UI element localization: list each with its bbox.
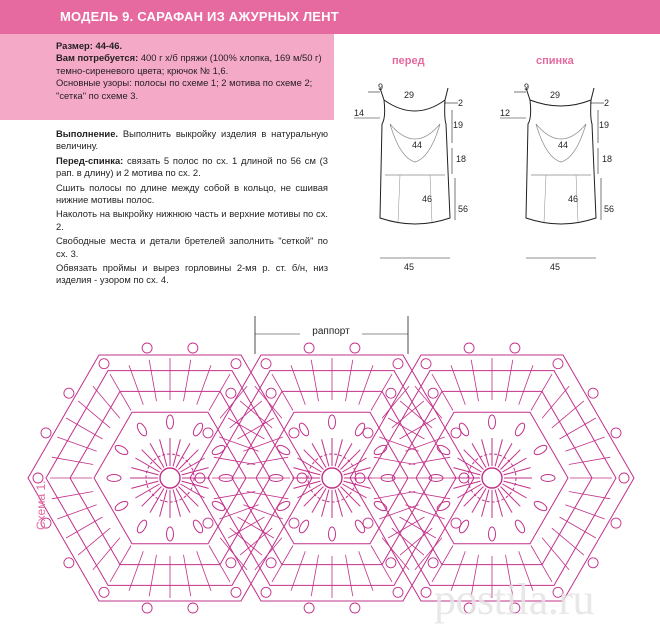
motif-petal — [436, 499, 452, 512]
motif-picot — [428, 558, 438, 568]
motif-petal — [373, 499, 389, 512]
motif-outer-stitch — [52, 492, 93, 499]
motif-outer-stitch — [374, 492, 415, 499]
motif-picot — [99, 587, 109, 597]
motif-petal — [513, 422, 526, 438]
motif-picot — [619, 473, 629, 483]
motif-outer-stitch — [560, 517, 596, 538]
motif-petal — [297, 519, 310, 535]
motif-outer-stitch — [197, 551, 211, 591]
motif-outer-stitch — [374, 457, 415, 464]
motif-picot — [350, 343, 360, 353]
motif-petal — [114, 499, 130, 512]
motif-petal — [135, 519, 148, 535]
motif-picot — [266, 388, 276, 398]
motif-outer-stitch — [542, 538, 569, 570]
motif-petal — [533, 499, 549, 512]
back-measure-56: 56 — [604, 204, 615, 214]
front-measure-2: 2 — [458, 98, 464, 108]
motif-outer-stitch — [272, 374, 293, 410]
back-outline — [526, 88, 596, 224]
motif-picot — [393, 587, 403, 597]
motif-outer-stitch — [272, 546, 293, 582]
motif-stitch — [179, 487, 199, 507]
motif-outer-stitch — [110, 374, 131, 410]
motif-picot — [266, 558, 276, 568]
motif-picot — [64, 388, 74, 398]
back-measure-9: 9 — [524, 82, 530, 92]
motif-stitch — [464, 450, 484, 470]
motif-stitch — [501, 450, 521, 470]
motif-stitch — [304, 487, 324, 507]
motif-picot — [304, 343, 314, 353]
motif-outer-stitch — [451, 365, 465, 405]
motif-picot — [553, 359, 563, 369]
motif-outer-stitch — [506, 360, 513, 401]
motif-outer-stitch — [52, 457, 93, 464]
scheme-label: Схема 1. — [34, 480, 48, 530]
motif-petal — [329, 415, 336, 429]
front-schematic — [354, 55, 468, 272]
motif-outer-stitch — [371, 374, 392, 410]
motif-outer-stitch — [542, 386, 569, 418]
motif-picot — [386, 388, 396, 398]
front-measure-56: 56 — [458, 204, 469, 214]
front-measure-45: 45 — [404, 262, 415, 272]
materials-text: 400 г х/б пряжи (100% хлопка, 169 м/50 г) темно-сиреневого цвета; крючок № 1,6. — [56, 52, 322, 76]
motif-picot — [363, 428, 373, 438]
patterns-line: Основные узоры: полосы по схеме 1; 2 мотива по схеме 2; "сетка" по схеме 3. — [56, 77, 313, 101]
motif-outer-stitch — [255, 538, 282, 570]
motif-outer-stitch — [184, 555, 191, 596]
motif-outer-stitch — [129, 551, 143, 591]
motif-petal — [373, 443, 389, 456]
motif-picot — [231, 359, 241, 369]
motif-petal — [329, 527, 336, 541]
motif-outer-stitch — [409, 492, 450, 499]
back-panel-line-1 — [544, 175, 546, 222]
motif-outer-stitch — [569, 492, 610, 499]
motif-petal — [513, 519, 526, 535]
motif-picot — [203, 518, 213, 528]
motif-stitch — [142, 450, 162, 470]
back-neckline — [530, 100, 591, 106]
spec-text — [56, 40, 328, 102]
motif-center-ring — [322, 468, 342, 488]
motif-picot — [226, 388, 236, 398]
motif-outer-stitch — [255, 386, 282, 418]
front-title: перед — [392, 55, 425, 67]
motif-outer-stitch — [400, 517, 436, 538]
motif-outer-stitch — [228, 418, 264, 439]
motif-outer-stitch — [209, 374, 230, 410]
back-measure-12: 12 — [500, 108, 511, 118]
motif-picot — [142, 603, 152, 613]
motif-outer-stitch — [400, 418, 436, 439]
motif-petal — [114, 443, 130, 456]
motif-picot — [588, 388, 598, 398]
motif-stitch — [464, 487, 484, 507]
page-title: МОДЕЛЬ 9. САРАФАН ИЗ АЖУРНЫХ ЛЕНТ — [60, 9, 339, 24]
front-measure-29: 29 — [404, 90, 415, 100]
motif-picot — [203, 428, 213, 438]
front-measure-46: 46 — [422, 194, 433, 204]
motif-picot — [421, 359, 431, 369]
back-measure-18: 18 — [602, 154, 613, 164]
motif-petal — [107, 475, 121, 482]
motif-outer-stitch — [311, 555, 318, 596]
motif-picot — [226, 558, 236, 568]
motif-petal — [297, 422, 310, 438]
motif-picot — [451, 428, 461, 438]
motif-petal — [489, 415, 496, 429]
motif-picot — [304, 603, 314, 613]
motif-outer-stitch — [93, 386, 120, 418]
motif-petal — [533, 443, 549, 456]
motif-picot — [41, 428, 51, 438]
motif-picot — [231, 587, 241, 597]
motif-outer-stitch — [291, 551, 305, 591]
motif-outer-stitch — [560, 418, 596, 439]
motif-picot — [188, 603, 198, 613]
motif-outer-stitch — [432, 374, 453, 410]
repeat-label: раппорт — [312, 326, 350, 337]
header-bar — [0, 0, 660, 34]
motif-outer-stitch — [371, 546, 392, 582]
front-back-text: связать 5 полос по сх. 1 длиной по 56 см (3 рап. в длину) и 2 мотива по сх. 2. — [56, 154, 328, 179]
motif-petal — [541, 475, 555, 482]
back-measure-44: 44 — [558, 140, 569, 150]
materials-line — [56, 52, 328, 77]
motif-petal — [436, 443, 452, 456]
motif-stitch — [142, 487, 162, 507]
fill-paragraph: Свободные места и детали бретелей заполнить "сеткой" по сх. 3. — [56, 235, 328, 259]
motif-outer-stitch — [346, 360, 353, 401]
motif-picot — [428, 388, 438, 398]
motif-picot — [588, 558, 598, 568]
front-panel-line-1 — [398, 175, 400, 222]
motif-outer-stitch — [66, 517, 102, 538]
motif-outer-stitch — [569, 457, 610, 464]
motif-outer-stitch — [129, 365, 143, 405]
motif-outer-stitch — [531, 374, 552, 410]
motif-picot — [421, 587, 431, 597]
motif-picot — [393, 359, 403, 369]
motif-outer-stitch — [519, 365, 533, 405]
motif-outer-stitch — [149, 555, 156, 596]
front-measure-14: 14 — [354, 108, 365, 118]
garment-schematics — [340, 40, 660, 290]
execution-text: Выполнить выкройку изделия в натуральную величину. — [56, 128, 328, 152]
motif-outer-stitch — [197, 365, 211, 405]
execution-label: Выполнение. — [56, 128, 119, 139]
materials-label: Вам потребуется: — [56, 52, 139, 64]
motif-picot — [188, 343, 198, 353]
back-measure-19: 19 — [599, 120, 610, 130]
motif-petal — [276, 499, 292, 512]
motif-outer-stitch — [66, 418, 102, 439]
motif-outer-stitch — [228, 517, 264, 538]
motif-outer-stitch — [238, 517, 274, 538]
motif-petal — [276, 443, 292, 456]
motif-outer-stitch — [291, 365, 305, 405]
size-line — [56, 40, 328, 52]
motif-outer-stitch — [238, 418, 274, 439]
motif-picot — [363, 518, 373, 528]
motif-picot — [289, 428, 299, 438]
motif-outer-stitch — [311, 360, 318, 401]
front-back-label: Перед-спинка: — [56, 154, 124, 166]
motif-center-ring — [482, 468, 502, 488]
motif-outer-stitch — [209, 546, 230, 582]
motif-outer-stitch — [388, 517, 424, 538]
motif-outer-stitch — [149, 360, 156, 401]
motif-picot — [510, 343, 520, 353]
motif-picot — [142, 343, 152, 353]
sew-paragraph: Сшить полосы по длине между собой в кольцо, не сшивая нижние мотивы полос. — [56, 181, 328, 206]
motif-stitch — [341, 450, 361, 470]
front-neckline — [384, 100, 445, 111]
back-measure-29: 29 — [550, 90, 561, 100]
back-title: спинка — [536, 55, 574, 67]
edge-paragraph: Обвязать проймы и вырез горловины 2-мя р. ст. б/н, низ изделия - узором по сх. 4. — [56, 262, 328, 286]
motif-petal — [167, 415, 174, 429]
motif-outer-stitch — [184, 360, 191, 401]
motif-picot — [464, 343, 474, 353]
motif-outer-stitch — [388, 418, 424, 439]
back-measure-46: 46 — [568, 194, 579, 204]
motif-petal — [191, 519, 204, 535]
back-schematic — [500, 55, 614, 272]
motif-outer-stitch — [110, 546, 131, 582]
motif-outer-stitch — [471, 360, 478, 401]
motif-petal — [167, 527, 174, 541]
motif-outer-stitch — [409, 457, 450, 464]
motif-picot — [451, 518, 461, 528]
watermark: postila.ru — [434, 575, 594, 624]
motif-stitch — [304, 450, 324, 470]
execution-paragraph — [56, 128, 328, 153]
motif-stitch — [179, 450, 199, 470]
motif-petal — [489, 527, 496, 541]
motif-stitch — [341, 487, 361, 507]
front-measure-19: 19 — [453, 120, 464, 130]
pin-paragraph: Наколоть на выкройку нижнюю часть и верхние мотивы по сх. 2. — [56, 208, 328, 232]
motif-outer-stitch — [359, 365, 373, 405]
back-measure-45: 45 — [550, 262, 561, 272]
instructions — [56, 128, 328, 289]
back-measure-2: 2 — [604, 98, 610, 108]
motif-group — [28, 343, 634, 613]
front-measure-44: 44 — [412, 140, 423, 150]
motif-stitch — [501, 487, 521, 507]
motif-center-ring — [160, 468, 180, 488]
front-measure-9: 9 — [378, 82, 384, 92]
motif-picot — [99, 359, 109, 369]
motif-picot — [64, 558, 74, 568]
motif-outer-stitch — [93, 538, 120, 570]
motif-outer-stitch — [359, 551, 373, 591]
motif-picot — [611, 518, 621, 528]
motif-picot — [261, 359, 271, 369]
motif-picot — [350, 603, 360, 613]
motif-outer-stitch — [346, 555, 353, 596]
motif-petal — [191, 422, 204, 438]
motif-picot — [611, 428, 621, 438]
size-label: Размер: 44-46. — [56, 40, 123, 51]
motif-petal — [135, 422, 148, 438]
motif-picot — [386, 558, 396, 568]
front-back-paragraph — [56, 155, 328, 180]
front-measure-18: 18 — [456, 154, 467, 164]
motif-picot — [261, 587, 271, 597]
front-outline — [380, 88, 450, 224]
motif-picot — [289, 518, 299, 528]
